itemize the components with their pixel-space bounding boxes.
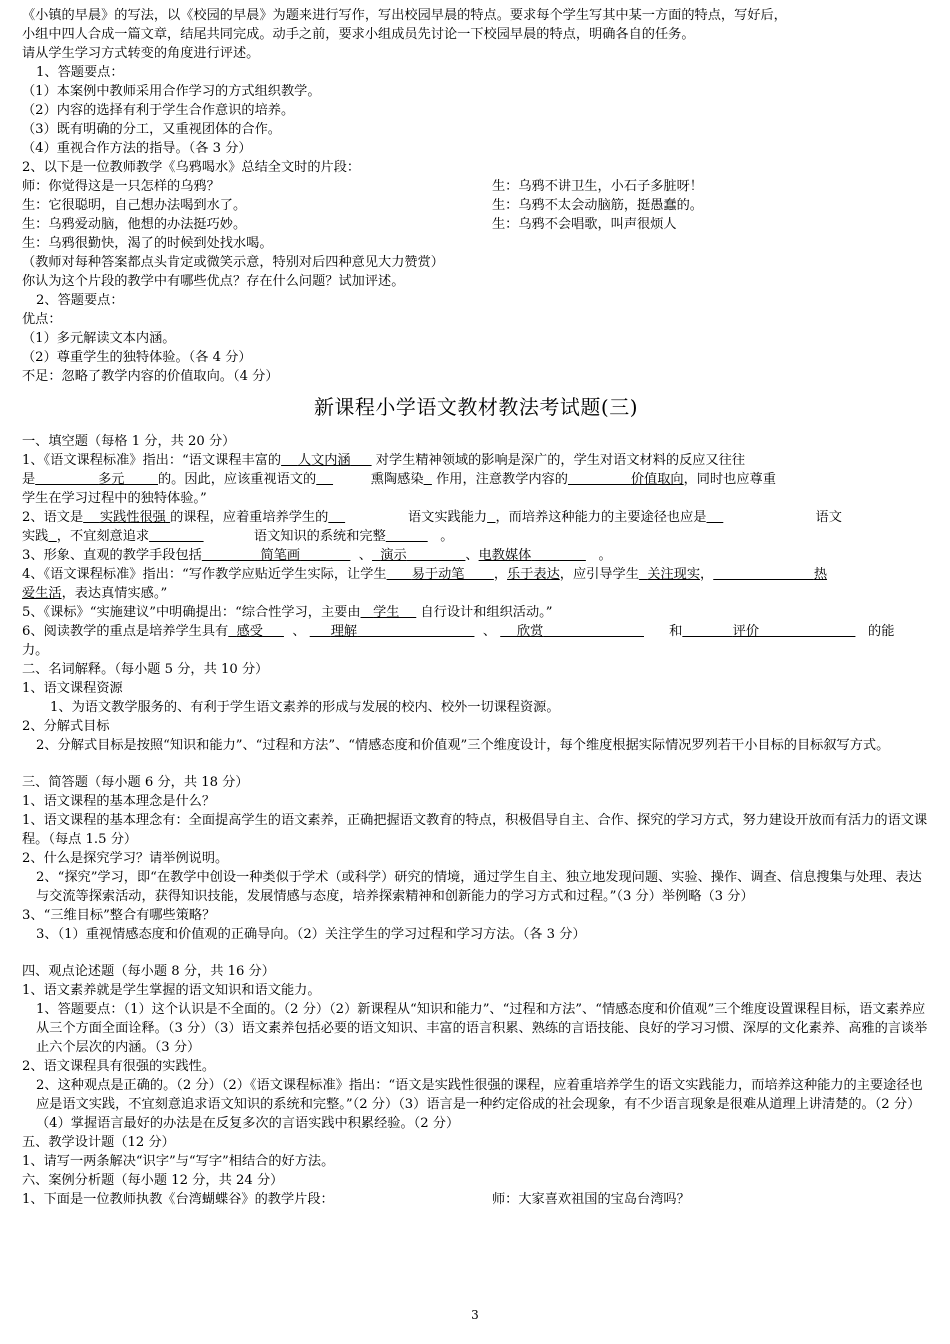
dialogue-right: 师：大家喜欢祖国的宝岛台湾吗？ [492,1192,690,1207]
section-heading: 五、教学设计题（12 分） [22,1135,175,1150]
text: 3、形象、直观的教学手段包括 [22,548,202,563]
question-text: 1、语文课程资源 [22,681,123,696]
section-heading: 二、名词解释。（每小题 5 分，共 10 分） [22,662,269,677]
text: ，表达真情实感。” [61,586,168,601]
page-number: 3 [471,1308,479,1322]
question-text: 1、请写一两条解决“识字”与“写字”相结合的好方法。 [22,1154,335,1169]
text: 是 [22,472,36,487]
answer-point: （4）重视合作方法的指导。（各 3 分） [22,141,252,156]
answer-text: 爱生活 [22,586,62,601]
answer-point: （2）尊重学生的独特体验。（各 4 分） [22,350,252,365]
document-page [22,6,930,1209]
answer-text: 演示 [380,548,407,563]
question-text: 2、分解式目标 [22,719,110,734]
text: 的能 [868,624,895,639]
answer-text: 实践 [22,529,49,544]
answer-heading: 1、答题要点： [36,65,124,80]
fill-line [22,546,930,565]
answer-point: （1）多元解读文本内涵。 [22,331,176,346]
answer-text: 语文知识的系统和完整 [253,529,386,544]
text: ，同时也应尊重 [683,472,776,487]
blank-answer [361,605,417,620]
answer-point: 不足：忽略了教学内容的价值取向。（4 分） [22,369,279,384]
answer-text: 2、“探究”学习，即“在教学中创设一种类似于学术（或科学）研究的情境，通过学生自主、独立地发现问题、实验、操作、调查、信息搜集与处理、表达与交流等探索活动，获得知识技能，发展情感与态度，培养探索精神和创新能力的学习方式和过程。”（3 分）举例略（3 分） [36,870,922,904]
blank-answer [387,567,494,582]
answer-point: （2）内容的选择有利于学生合作意识的培养。 [22,103,295,118]
text: 6、阅读教学的重点是培养学生具有 [22,624,229,639]
answer-text: 乐于表达 [507,567,560,582]
blank-answer [310,624,475,639]
dialogue-note: （教师对每种答案都点头肯定或微笑示意，特别对后四种意见大力赞赏） [22,255,444,270]
blank-answer [639,567,700,582]
text-line: 《小镇的早晨》的写法，以《校园的早晨》为题来进行写作，写出校园早晨的特点。要求每个学生写其中某一方面的特点，写好后， [22,8,787,23]
section-heading: 四、观点论述题（每小题 8 分，共 16 分） [22,964,275,979]
text: 。 [440,529,454,544]
blank-answer [682,624,855,639]
answer-text: 2、这种观点是正确的。（2 分）（2）《语文课程标准》指出：“语文是实践性很强的课程，应着重培养学生的语文实践能力，而培养这种能力的主要途径也应是语文实践，不宜刻意追求语文知识的系统和完整。”（2 分）（3）语言是一种约定俗成的社会现象，有不少语言现象是很难从道理上讲清楚的。（2 分）（4）掌握语言最好的办法是在反复多次的言语实践中积累经验。（2 分） [36,1078,923,1131]
question-text: 你认为这个片段的教学中有哪些优点？存在什么问题？试加评述。 [22,274,405,289]
text-line: 请从学生学习方式转变的角度进行评述。 [22,46,260,61]
blank-answer [487,510,495,525]
blank-answer [507,567,560,582]
blank-answer [707,510,724,525]
blank-answer [568,472,684,487]
question-text: 1、语文课程的基本理念是什么？ [22,794,216,809]
dialogue-row [22,196,930,215]
blank-answer [316,472,333,487]
text: 2、语文是 [22,510,84,525]
answer-point: 优点： [22,312,62,327]
question-text: 3、“三维目标”整合有哪些策略？ [22,908,216,923]
answer-text: 简笔画 [260,548,301,563]
fill-line [22,451,930,470]
fill-line [22,527,930,546]
answer-text: 语文实践能力 [407,510,488,525]
fill-line [22,603,930,622]
blank-answer [83,510,170,525]
answer-text: 3、（1）重视情感态度和价值观的正确导向。（2）关注学生的学习过程和学习方法。（各 3 分） [36,927,586,942]
dialogue-left: 生：它很聪明，自己想办法喝到水了。 [22,198,247,213]
section-heading: 六、案例分析题（每小题 12 分，共 24 分） [22,1173,284,1188]
dialogue-right: 生：乌鸦不太会动脑筋，挺愚蠢的。 [492,198,703,213]
answer-text: 热 [813,567,828,582]
answer-text: 易于动笔 [411,567,465,582]
blank-answer [386,529,428,544]
answer-point: （3）既有明确的分工，又重视团体的合作。 [22,122,281,137]
question-row [22,1190,930,1209]
text: ，应引导学生 [559,567,639,582]
fill-line [22,622,930,641]
text: 和 [669,624,683,639]
dialogue-row [22,177,930,196]
blank-answer [328,510,345,525]
blank-answer [48,529,56,544]
section-heading: 一、填空题（每格 1 分，共 20 分） [22,434,236,449]
answer-text: 评价 [732,624,760,639]
text: 。 [598,548,612,563]
text-line: 小组中四人合成一篇文章，结尾共同完成。动手之前，要求小组成员先讨论一下校园早晨的特点，明确各自的任务。 [22,27,695,42]
answer-text: 学生 [373,605,400,620]
blank-answer [228,624,284,639]
answer-text: 欣赏 [517,624,544,639]
blank-answer [202,548,351,563]
blank-answer [713,567,827,582]
answer-text: 1、为语文教学服务的、有利于学生语文素养的形成与发展的校内、校外一切课程资源。 [50,700,560,715]
answer-text: 感受 [236,624,263,639]
text: 作用，注意教学内容的 [436,472,568,487]
fill-line [22,508,930,527]
fill-line [22,565,930,584]
fill-line [22,470,930,489]
blank-answer [149,529,204,544]
text: ， [493,567,508,582]
blank-answer [35,472,158,487]
fill-line: 力。 [22,643,49,658]
dialogue-right: 生：乌鸦不讲卫生，小石子多脏呀！ [492,179,703,194]
text: 、 [358,548,372,563]
text: 5、《课标》“实施建议”中明确提出：“综合性学习，主要由 [22,605,361,620]
answer-text: 1、语文课程的基本理念有：全面提高学生的语文素养，正确把握语文教育的特点，积极倡导自主、合作、探究的学习方式，努力建设开放而有活力的语文课程。（每点 1.5 分） [22,813,928,847]
dialogue-left: 生：乌鸦爱动脑，他想的办法挺巧妙。 [22,217,247,232]
text: ，不宜刻意追求 [56,529,150,544]
answer-point: （1）本案例中教师采用合作学习的方式组织教学。 [22,84,321,99]
dialogue-line: 生：乌鸦很勤快，渴了的时候到处找水喝。 [22,236,273,251]
dialogue-right: 生：乌鸦不会唱歌，叫声很烦人 [492,217,677,232]
blank-answer [372,548,465,563]
text: 、 [292,624,306,639]
answer-text: 1、答题要点：（1）这个认识是不全面的。（2 分）（2）新课程从“知识和能力”、“过程和方法”、“情感态度和价值观”三个维度设置课程目标，语文素养应从三个方面全面诠释。（3 分）（3）语文素养包括必要的语文知识、丰富的语言积累、熟练的言语技能、良好的学习习惯、深厚的文化素养、高雅的言谈举止六个层次的内涵。（3 分） [36,1002,928,1055]
answer-text: 理解 [330,624,358,639]
exam-title: 新课程小学语文教材教法考试题(三) [313,395,639,419]
blank-answer [424,472,432,487]
question-text: 1、语文素养就是学生掌握的语文知识和语文能力。 [22,983,321,998]
question-text: 2、什么是探究学习？请举例说明。 [22,851,229,866]
text: 自行设计和组织活动。” [420,605,553,620]
text: 4、《语文课程标准》指出：“写作教学应贴近学生实际，让学生 [22,567,387,582]
dialogue-row [22,215,930,234]
fill-line [22,584,930,603]
question-text: 1、下面是一位教师执教《台湾蝴蝶谷》的教学片段： [22,1192,334,1207]
blank-answer [479,548,586,563]
answer-heading: 2、答题要点： [36,293,124,308]
text: 、 [482,624,497,639]
answer-text: 语文 [815,510,842,525]
blank-answer [281,453,372,468]
dialogue-left: 师：你觉得这是一只怎样的乌鸦？ [22,179,220,194]
answer-text: 熏陶感染 [370,472,424,487]
text: 1、《语文课程标准》指出：“语文课程丰富的 [22,453,282,468]
answer-text: 关注现实 [647,567,701,582]
text: ，而培养这种能力的主要途径也应是 [495,510,707,525]
text: ， [700,567,714,582]
answer-text: 价值取向 [630,472,684,487]
question-text: 2、以下是一位教师教学《乌鸦喝水》总结全文时的片段： [22,160,361,175]
answer-text: 实践性很强 [99,510,166,525]
section-heading: 三、简答题（每小题 6 分，共 18 分） [22,775,249,790]
text: 对学生精神领域的影响是深广的，学生对语文材料的反应又往往 [375,453,746,468]
text: 的课程，应着重培养学生的 [170,510,329,525]
fill-line: 学生在学习过程中的独特体验。” [22,491,207,506]
answer-text: 2、分解式目标是按照“知识和能力”、“过程和方法”、“情感态度和价值观”三个维度设计，每个维度根据实际情况罗列若干小目标的目标叙写方式。 [36,738,890,753]
question-text: 2、语文课程具有很强的实践性。 [22,1059,216,1074]
answer-text: 人文内涵 [297,453,351,468]
blank-answer [500,624,644,639]
text: 、 [465,548,479,563]
answer-text: 电教媒体 [478,548,532,563]
text: 的。因此，应该重视语文的 [158,472,317,487]
answer-text: 多元 [98,472,125,487]
